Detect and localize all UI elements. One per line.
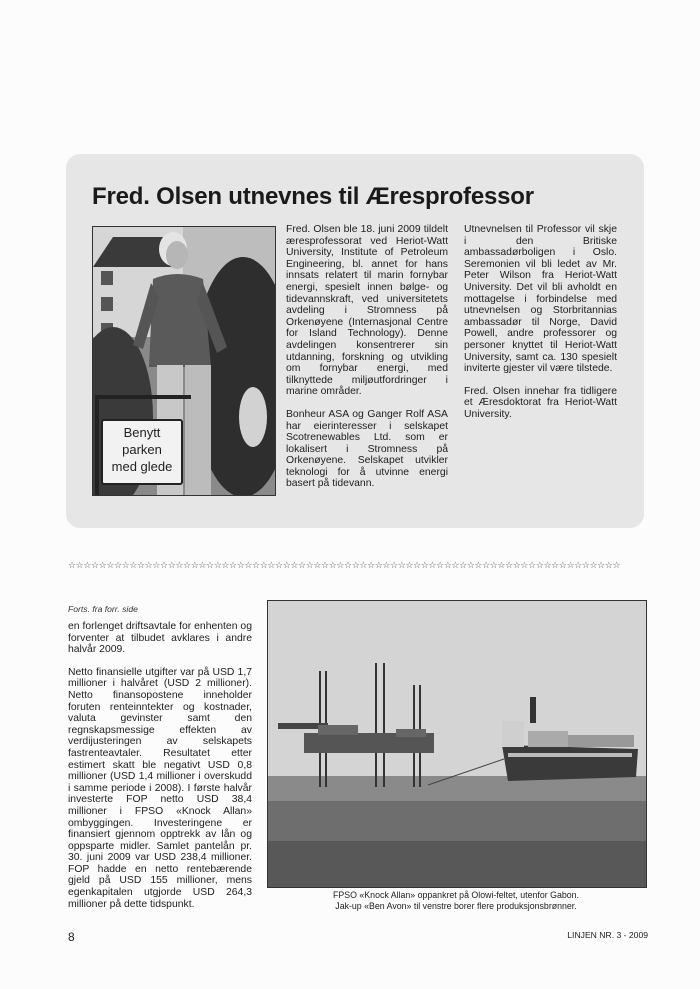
caption-line-1: FPSO «Knock Allan» oppankret på Olowi-feltet, utenfor Gabon.: [333, 890, 579, 900]
article-headline: Fred. Olsen utnevnes til Æresprofessor: [92, 183, 534, 210]
article-paragraph: Bonheur ASA og Ganger Rolf ASA har eierinteresser i selskapet Scotrenewables Ltd. som er lokalisert i Stromness på Orkenøyene. Selskapet utvikler teknologi for å utvinne energi basert på tidevann.: [286, 408, 448, 490]
continuation-paragraph: Netto finansielle utgifter var på USD 1,7 millioner i halvåret (USD 2 millioner). Netto finansopostene inneholder foruten renteinntekter og kostnader, valuta gevinster samt den regnskapsmessige effekten av verdijusteringen av selskapets fastrenteavtaler. Resultatet etter estimert skatt ble negativt USD 0,8 millioner (USD 1,4 millioner i overskudd i samme periode i 2008). I første halvår investerte FOP netto USD 38,4 millioner i FPSO «Knock Allan» ombyggingen. Investeringene er finansiert gjennom opptrekk av lån og oppsparte midler. Samlet pantelån pr. 30. juni 2009 var USD 238,4 millioner. FOP hadde en netto rentebærende gjeld på USD 155 millioner, mens egenkapitalen utgjorde USD 264,3 millioner på dette tidspunkt.: [68, 666, 252, 910]
publication-footer: LINJEN NR. 3 - 2009: [567, 930, 648, 940]
sign-line-1: Benytt: [123, 425, 161, 440]
fpso-photo: [267, 600, 647, 888]
caption-line-2: Jak-up «Ben Avon» til venstre borer flere produksjonsbrønner.: [335, 901, 577, 911]
article-paragraph: Fred. Olsen innehar fra tidligere et Æresdoktorat fra Heriot-Watt University.: [464, 385, 617, 420]
park-sign: [101, 419, 183, 485]
continuation-paragraph: en forlenget driftsavtale for enhenten og forventer at tilbudet avklares i andre halvår 2009.: [68, 621, 252, 656]
photo-caption: [267, 890, 645, 912]
portrait-photo: [92, 226, 276, 496]
star-divider: ☆☆☆☆☆☆☆☆☆☆☆☆☆☆☆☆☆☆☆☆☆☆☆☆☆☆☆☆☆☆☆☆☆☆☆☆☆☆☆☆☆☆☆☆☆☆☆☆☆☆☆☆☆☆☆☆☆☆☆☆☆☆☆☆☆☆☆☆☆☆☆☆: [68, 561, 621, 571]
article-paragraph: Fred. Olsen ble 18. juni 2009 tildelt æresprofessorat ved Heriot-Watt University, Institute of Petroleum Engineering, bl. annet for hans innsats relatert til marin fornybar energi, spesielt innen bølge- og tidevannskraft, ved universitetets avdeling i Stromness på Orkenøyene (Internasjonal Centre for Island Technology). Denne avdelingen konsentrerer sin utdanning, forskning og utvikling om fornybar energi, med tilknyttede miljøutfordringer i marine områder.: [286, 224, 448, 398]
page-number: 8: [68, 930, 75, 944]
article-column-right: [464, 224, 617, 432]
article-paragraph: Utnevnelsen til Professor vil skje i den Britiske ambassadørboligen i Oslo. Seremonien vil bli ledet av Mr. Peter Wilson fra Heriot-Watt University. Det vil bli avholdt en mottagelse i forbindelse med utnevnelsen og Storbritannias ambassadør til Norge, David Powell, andre professorer og personer knyttet til Heriot-Watt University, samt ca. 130 spesielt inviterte gjester vil være tilstede.: [464, 224, 617, 375]
sign-line-3: med glede: [111, 459, 173, 474]
continuation-column: [68, 621, 252, 921]
sign-line-2: parken: [122, 442, 162, 457]
article-column-left: [286, 224, 448, 501]
continuation-label: Forts. fra forr. side: [68, 604, 138, 614]
